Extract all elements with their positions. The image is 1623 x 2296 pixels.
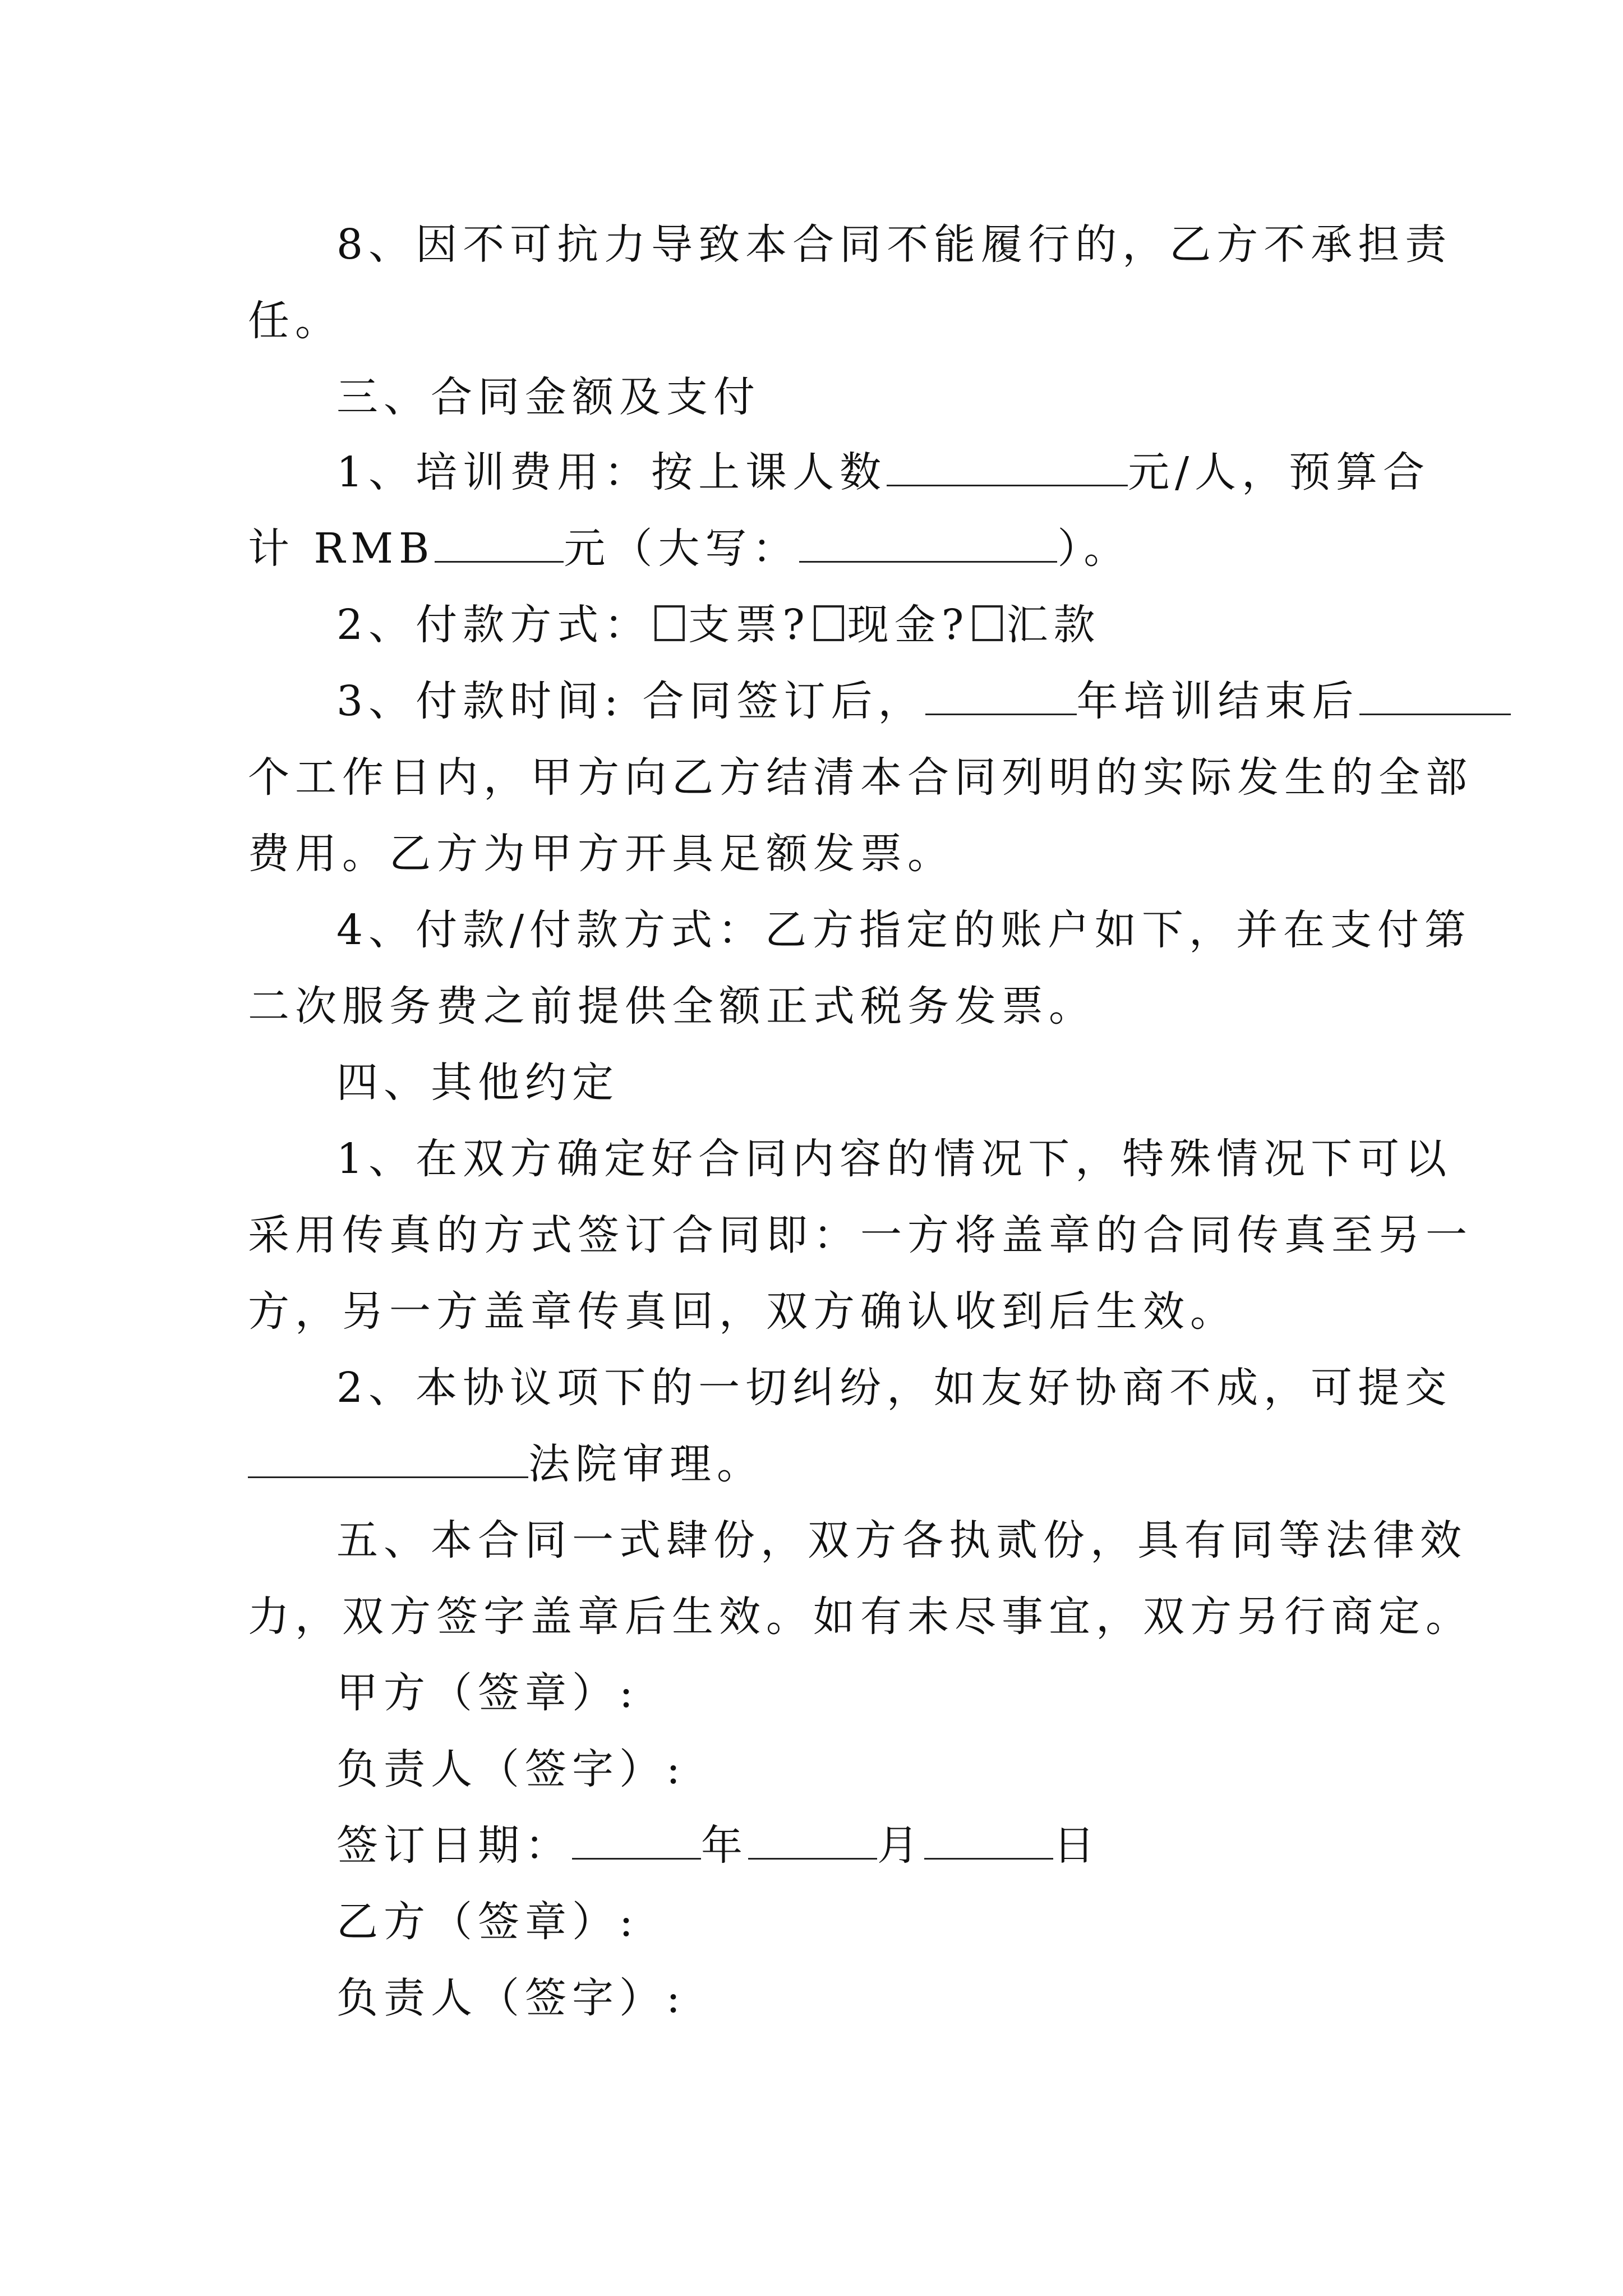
pay-time-year-blank[interactable] xyxy=(925,674,1077,715)
pay-option-cash: 现金? xyxy=(847,601,970,649)
fee-close: ）。 xyxy=(1057,524,1131,573)
court-blank[interactable] xyxy=(248,1437,528,1478)
fee-line-2 xyxy=(248,521,1381,577)
pay-time-line-1 xyxy=(336,673,1469,729)
sign-date-label: 签订日期： xyxy=(336,1821,572,1870)
party-a-seal: 甲方（签章）: xyxy=(336,1669,639,1717)
pay-method-line xyxy=(336,597,1469,653)
sign-date-line xyxy=(336,1818,1469,1874)
pay-option-transfer: 汇款 xyxy=(1006,601,1101,649)
fax-line-1: 1、在双方确定好合同内容的情况下，特殊情况下可以 xyxy=(336,1135,1453,1183)
pay-time-line-3: 费用。乙方为甲方开具足额发票。 xyxy=(248,830,955,878)
pay-method-label: 2、付款方式： xyxy=(336,601,652,649)
month-blank[interactable] xyxy=(748,1819,877,1860)
account-line-1: 4、付款/付款方式：乙方指定的账户如下，并在支付第 xyxy=(336,906,1472,954)
checkbox-icon[interactable] xyxy=(972,605,1003,641)
fee-total-blank[interactable] xyxy=(435,522,564,563)
dispute-line-1: 2、本协议项下的一切纠纷，如友好协商不成，可提交 xyxy=(336,1364,1453,1412)
fee-per-person-blank[interactable] xyxy=(887,445,1128,486)
pay-option-cheque: 支票? xyxy=(688,601,810,649)
section-3-title: 三、合同金额及支付 xyxy=(336,373,760,421)
party-b-seal: 乙方（签章）: xyxy=(336,1898,639,1946)
pay-time-label: 3、付款时间: 合同签订后， xyxy=(336,677,925,725)
section-5-line-2: 力，双方签字盖章后生效。如有未尽事宜，双方另行商定。 xyxy=(248,1593,1473,1641)
day-blank[interactable] xyxy=(924,1819,1053,1860)
account-line-2: 二次服务费之前提供全额正式税务发票。 xyxy=(248,982,1096,1030)
pay-time-days-blank[interactable] xyxy=(1359,674,1511,715)
fee-capital-label: 元（大写： xyxy=(564,524,800,573)
dispute-line-2 xyxy=(248,1436,1381,1492)
party-a-person: 负责人（签字）: xyxy=(336,1745,686,1793)
checkbox-icon[interactable] xyxy=(654,605,685,641)
para-8-line-1: 8、因不可抗力导致本合同不能履行的，乙方不承担责 xyxy=(336,220,1453,269)
fee-total-label: 计 RMB xyxy=(248,524,435,573)
year-label: 年 xyxy=(701,1821,748,1870)
para-8-line-2: 任。 xyxy=(248,297,342,345)
party-b-person: 负责人（签字）: xyxy=(336,1974,686,2022)
day-label: 日 xyxy=(1053,1821,1100,1870)
fee-unit: 元/人，预算合 xyxy=(1128,448,1431,496)
fee-label: 1、培训费用：按上课人数 xyxy=(336,448,887,496)
checkbox-icon[interactable] xyxy=(814,605,844,641)
month-label: 月 xyxy=(877,1821,924,1870)
court-text: 法院审理。 xyxy=(528,1440,764,1488)
fax-line-3: 方，另一方盖章传真回，双方确认收到后生效。 xyxy=(248,1287,1237,1336)
section-4-title: 四、其他约定 xyxy=(336,1059,619,1107)
fax-line-2: 采用传真的方式签订合同即：一方将盖章的合同传真至另一 xyxy=(248,1211,1473,1259)
year-blank[interactable] xyxy=(572,1819,701,1860)
pay-time-line-2: 个工作日内，甲方向乙方结清本合同列明的实际发生的全部 xyxy=(248,753,1473,802)
fee-capital-blank[interactable] xyxy=(799,522,1057,563)
fee-line-1 xyxy=(336,444,1469,500)
section-5-line-1: 五、本合同一式肆份，双方各执贰份，具有同等法律效 xyxy=(336,1516,1467,1565)
pay-time-after-training: 年培训结束后 xyxy=(1076,677,1359,725)
